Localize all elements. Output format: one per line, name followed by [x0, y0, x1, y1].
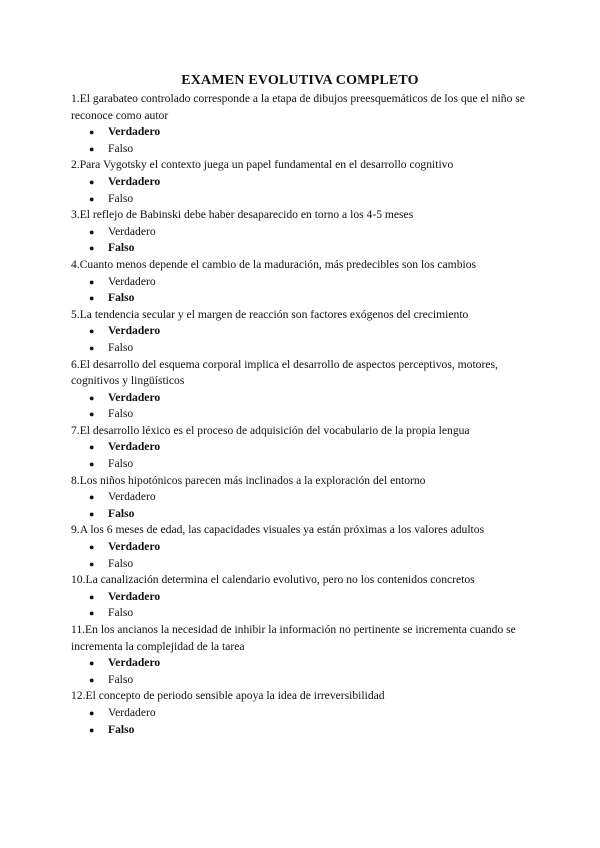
document-page	[71, 71, 529, 738]
answer-option-label: Falso	[108, 457, 134, 471]
question-text: 7.El desarrollo léxico es el proceso de adquisición del vocabulario de la propia lengua	[71, 423, 470, 437]
answer-option-falso	[71, 340, 529, 357]
question-block	[71, 688, 529, 738]
answer-option-label: Verdadero	[108, 390, 161, 404]
question-text: 5.La tendencia secular y el margen de reacción son factores exógenos del crecimiento	[71, 307, 469, 321]
bullet-icon: ●	[89, 176, 95, 187]
answer-option-falso	[71, 456, 529, 473]
answer-option-label: Falso	[108, 291, 135, 305]
answer-option-label: Falso	[108, 340, 134, 354]
question-list	[71, 91, 529, 738]
answer-option-verdadero	[71, 655, 529, 672]
question-block	[71, 157, 529, 207]
answer-option-verdadero	[71, 439, 529, 456]
answer-option-label: Falso	[108, 672, 134, 686]
answer-option-verdadero	[71, 224, 529, 241]
bullet-icon: ●	[89, 143, 95, 154]
answer-option-label: Falso	[108, 241, 135, 255]
bullet-icon: ●	[89, 127, 95, 138]
answer-option-label: Falso	[108, 606, 134, 620]
answer-option-verdadero	[71, 489, 529, 506]
answer-option-falso	[71, 672, 529, 689]
question-block	[71, 307, 529, 357]
answer-options	[71, 589, 529, 622]
question-text: 3.El reflejo de Babinski debe haber desaparecido en torno a los 4-5 meses	[71, 208, 414, 222]
question-block	[71, 423, 529, 473]
bullet-icon: ●	[89, 226, 95, 237]
answer-option-verdadero	[71, 589, 529, 606]
question-text: 10.La canalización determina el calendario evolutivo, pero no los contenidos concretos	[71, 573, 475, 587]
answer-option-label: Falso	[108, 191, 134, 205]
question-block	[71, 622, 529, 688]
bullet-icon: ●	[89, 243, 95, 254]
answer-option-label: Falso	[108, 506, 135, 520]
answer-option-label: Falso	[108, 407, 134, 421]
answer-option-verdadero	[71, 539, 529, 556]
question-block	[71, 357, 529, 423]
bullet-icon: ●	[89, 508, 95, 519]
answer-option-verdadero	[71, 390, 529, 407]
question-block	[71, 522, 529, 572]
bullet-icon: ●	[89, 724, 95, 735]
answer-options	[71, 705, 529, 738]
question-block	[71, 257, 529, 307]
answer-option-verdadero	[71, 705, 529, 722]
answer-options	[71, 323, 529, 356]
bullet-icon: ●	[89, 193, 95, 204]
answer-options	[71, 489, 529, 522]
bullet-icon: ●	[89, 591, 95, 602]
answer-option-label: Verdadero	[108, 324, 161, 338]
answer-option-falso	[71, 191, 529, 208]
bullet-icon: ●	[89, 326, 95, 337]
bullet-icon: ●	[89, 707, 95, 718]
answer-option-label: Falso	[108, 722, 135, 736]
answer-option-falso	[71, 240, 529, 257]
answer-option-verdadero	[71, 274, 529, 291]
bullet-icon: ●	[89, 442, 95, 453]
answer-options	[71, 439, 529, 472]
bullet-icon: ●	[89, 459, 95, 470]
answer-option-falso	[71, 290, 529, 307]
answer-option-label: Verdadero	[108, 174, 161, 188]
answer-option-label: Verdadero	[108, 224, 156, 238]
answer-option-falso	[71, 406, 529, 423]
answer-options	[71, 539, 529, 572]
answer-options	[71, 124, 529, 157]
answer-option-label: Verdadero	[108, 274, 156, 288]
question-text: 11.En los ancianos la necesidad de inhibir la información no pertinente se incrementa cuando se incrementa la complejidad de la tarea	[71, 623, 516, 653]
answer-option-falso	[71, 605, 529, 622]
answer-option-label: Verdadero	[108, 589, 161, 603]
bullet-icon: ●	[89, 276, 95, 287]
document-title: EXAMEN EVOLUTIVA COMPLETO	[181, 73, 419, 88]
answer-option-falso	[71, 506, 529, 523]
answer-options	[71, 655, 529, 688]
question-text: 4.Cuanto menos depende el cambio de la maduración, más predecibles son los cambios	[71, 257, 477, 271]
bullet-icon: ●	[89, 674, 95, 685]
answer-option-verdadero	[71, 323, 529, 340]
answer-option-label: Verdadero	[108, 490, 156, 504]
answer-option-falso	[71, 722, 529, 739]
question-text: 2.Para Vygotsky el contexto juega un papel fundamental en el desarrollo cognitivo	[71, 158, 454, 172]
answer-option-label: Verdadero	[108, 540, 161, 554]
bullet-icon: ●	[89, 342, 95, 353]
answer-option-label: Falso	[108, 141, 134, 155]
answer-options	[71, 390, 529, 423]
bullet-icon: ●	[89, 293, 95, 304]
bullet-icon: ●	[89, 409, 95, 420]
answer-options	[71, 274, 529, 307]
answer-option-label: Verdadero	[108, 705, 156, 719]
answer-option-label: Falso	[108, 556, 134, 570]
answer-options	[71, 224, 529, 257]
answer-option-label: Verdadero	[108, 656, 161, 670]
bullet-icon: ●	[89, 392, 95, 403]
answer-options	[71, 174, 529, 207]
question-text: 12.El concepto de periodo sensible apoya la idea de irreversibilidad	[71, 689, 385, 703]
question-block	[71, 572, 529, 622]
answer-option-falso	[71, 141, 529, 158]
answer-option-label: Verdadero	[108, 125, 161, 139]
question-block	[71, 473, 529, 523]
bullet-icon: ●	[89, 608, 95, 619]
question-block	[71, 207, 529, 257]
question-text: 9.A los 6 meses de edad, las capacidades visuales ya están próximas a los valores adultos	[71, 523, 485, 537]
question-text: 6.El desarrollo del esquema corporal implica el desarrollo de aspectos perceptivos, motores, cognitivos y lingüísticos	[71, 357, 498, 388]
bullet-icon: ●	[89, 492, 95, 503]
answer-option-verdadero	[71, 174, 529, 191]
question-text: 1.El garabateo controlado corresponde a la etapa de dibujos preesquemáticos de los que el niño se reconoce como autor	[71, 92, 525, 122]
bullet-icon: ●	[89, 558, 95, 569]
question-block	[71, 91, 529, 157]
bullet-icon: ●	[89, 658, 95, 669]
answer-option-verdadero	[71, 124, 529, 141]
answer-option-falso	[71, 556, 529, 573]
answer-option-label: Verdadero	[108, 440, 161, 454]
bullet-icon: ●	[89, 542, 95, 553]
question-text: 8.Los niños hipotónicos parecen más inclinados a la exploración del entorno	[71, 473, 426, 487]
